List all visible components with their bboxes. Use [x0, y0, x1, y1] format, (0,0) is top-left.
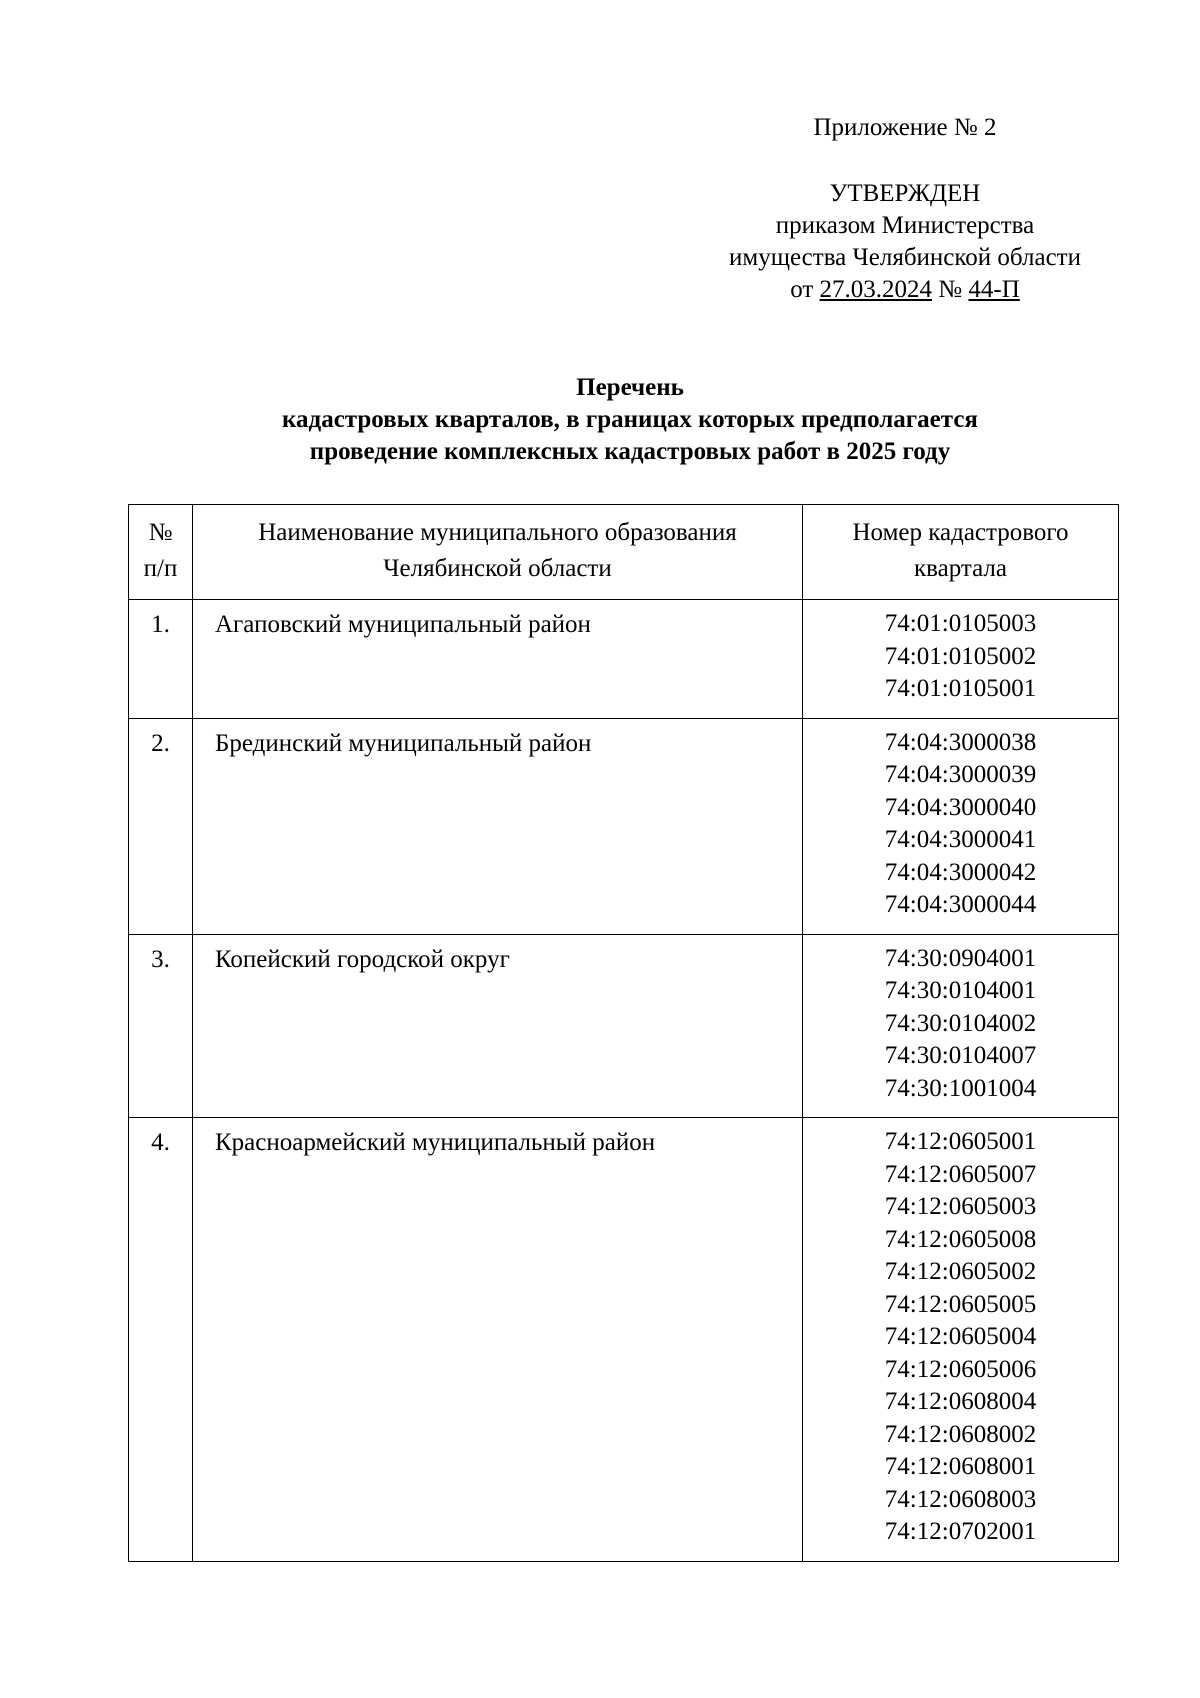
table-row [129, 718, 1119, 934]
header-num-line-2: п/п [143, 555, 178, 582]
order-number-sign: № [938, 276, 963, 303]
order-line-1: приказом Министерства [775, 212, 1035, 239]
table-row [129, 1118, 1119, 1562]
approved-label: УТВЕРЖДЕН [829, 180, 981, 207]
cadastral-code: 74:04:3000044 [884, 891, 1037, 918]
cadastral-code: 74:12:0608004 [884, 1388, 1037, 1415]
cadastral-codes-cell [803, 718, 1119, 934]
header-name-line-2: Челябинской области [383, 555, 612, 582]
approval-stamp [600, 178, 1200, 306]
cadastral-code: 74:30:1001004 [884, 1074, 1037, 1102]
cadastral-code: 74:04:3000042 [884, 858, 1037, 886]
cadastral-code: 74:12:0605006 [884, 1355, 1037, 1383]
municipality-name: Красноармейский муниципальный район [193, 1118, 803, 1562]
cadastral-code: 74:12:0608003 [884, 1485, 1037, 1513]
row-number: 3. [129, 934, 193, 1118]
order-line-2: имущества Челябинской области [729, 244, 1081, 271]
cadastral-code: 74:12:0605003 [884, 1193, 1037, 1220]
header-code-line-2: квартала [913, 555, 1007, 582]
order-from-prefix: от [790, 276, 814, 303]
document-title [120, 372, 1140, 468]
header-code [803, 505, 1119, 600]
header-num [129, 505, 193, 600]
cadastral-code: 74:12:0605007 [884, 1160, 1037, 1188]
cadastral-code: 74:12:0608002 [884, 1420, 1037, 1448]
header-name-line-1: Наименование муниципального образования [258, 519, 737, 546]
cadastral-code: 74:04:3000038 [884, 728, 1037, 756]
title-line-3: проведение комплексных кадастровых работ в 2025 году [309, 438, 951, 465]
order-number: 44-П [968, 276, 1020, 303]
municipality-name: Копейский городской округ [193, 934, 803, 1118]
order-date: 27.03.2024 [819, 276, 933, 303]
header-name [193, 505, 803, 600]
table-row [129, 600, 1119, 719]
title-line-1: Перечень [576, 374, 684, 401]
header-num-line-1: № [148, 519, 173, 546]
cadastral-code: 74:04:3000041 [884, 826, 1037, 853]
cadastral-code: 74:04:3000040 [884, 793, 1037, 821]
cadastral-code: 74:12:0605004 [884, 1323, 1037, 1350]
row-number: 4. [129, 1118, 193, 1562]
cadastral-code: 74:01:0105002 [884, 642, 1037, 670]
cadastral-quarters-table [128, 504, 1119, 1562]
title-line-2: кадастровых кварталов, в границах которых предполагается [282, 406, 978, 433]
cadastral-code: 74:12:0605001 [884, 1128, 1037, 1155]
cadastral-code: 74:12:0605002 [884, 1258, 1037, 1285]
cadastral-codes-cell [803, 600, 1119, 719]
table-row [129, 934, 1119, 1118]
municipality-name: Агаповский муниципальный район [193, 600, 803, 719]
cadastral-code: 74:12:0608001 [884, 1453, 1037, 1480]
table-header-row [129, 505, 1119, 600]
cadastral-code: 74:01:0105003 [884, 610, 1037, 637]
order-date-line [600, 274, 1200, 306]
cadastral-code: 74:30:0104007 [884, 1042, 1037, 1069]
cadastral-code: 74:12:0702001 [884, 1518, 1037, 1545]
cadastral-code: 74:12:0605008 [884, 1225, 1037, 1253]
cadastral-code: 74:01:0105001 [884, 675, 1037, 702]
header-code-line-1: Номер кадастрового [852, 519, 1069, 546]
row-number: 2. [129, 718, 193, 934]
row-number: 1. [129, 600, 193, 719]
municipality-name: Брединский муниципальный район [193, 718, 803, 934]
cadastral-code: 74:30:0104001 [884, 977, 1037, 1004]
cadastral-code: 74:30:0104002 [884, 1009, 1037, 1037]
cadastral-codes-cell [803, 1118, 1119, 1562]
cadastral-codes-cell [803, 934, 1119, 1118]
appendix-label: Приложение № 2 [813, 114, 997, 141]
cadastral-code: 74:30:0904001 [884, 944, 1037, 972]
cadastral-code: 74:04:3000039 [884, 761, 1037, 788]
cadastral-code: 74:12:0605005 [884, 1290, 1037, 1318]
